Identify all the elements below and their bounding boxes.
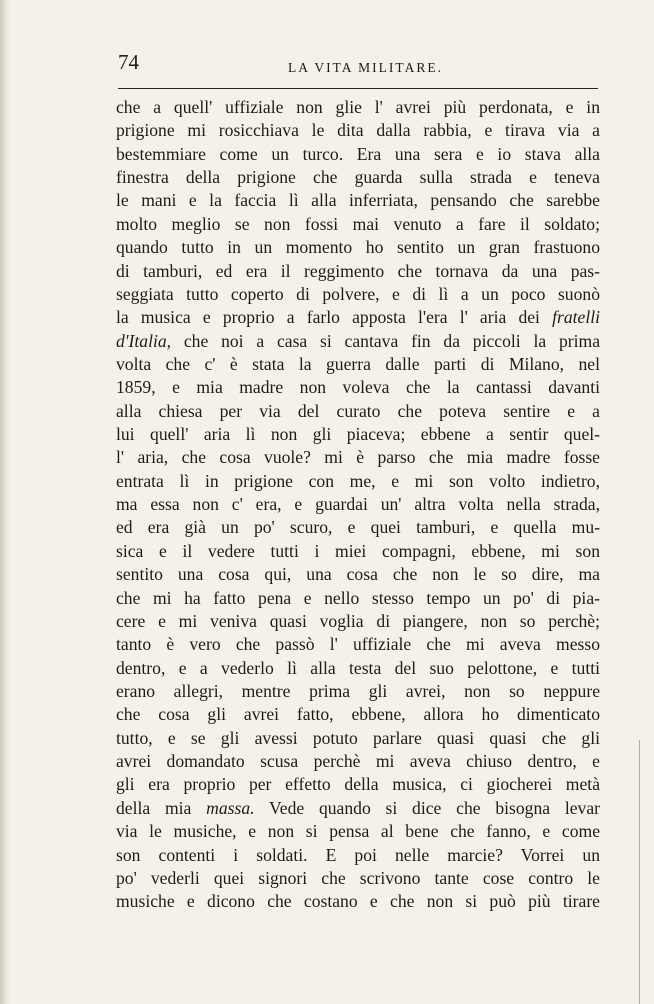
text-line: che a quell' uffiziale non glie l' avrei più perdonata, e in bbox=[116, 97, 600, 117]
page-number: 74 bbox=[118, 50, 139, 74]
text-line: alla chiesa per via del curato che poteva sentire e a bbox=[116, 400, 600, 421]
text-line: della mia massa. Vede quando si dice che bisogna levar bbox=[116, 797, 601, 818]
text-line: bestemmiare come un turco. Era una sera e io stava alla bbox=[116, 143, 600, 164]
text-line: po' vederli quei signori che scrivono tante cose contro le bbox=[116, 867, 600, 888]
text-line: sica e il vedere tutti i miei compagni, ebbene, mi son bbox=[116, 540, 600, 561]
text-line: sentito una cosa qui, una cosa che non le so dire, ma bbox=[116, 564, 600, 585]
text-line: molto meglio se non fossi mai venuto a fare il soldato; bbox=[116, 213, 600, 234]
text-line: che cosa gli avrei fatto, ebbene, allora ho dimenticato bbox=[116, 704, 600, 725]
text-line: avrei domandato scusa perchè mi aveva chiuso dentro, e bbox=[116, 751, 600, 772]
text-line: d'Italia, che noi a casa si cantava fin da piccoli la prima bbox=[116, 330, 600, 351]
text-line: lui quell' aria lì non gli piaceva; ebbene a sentir quel- bbox=[116, 424, 600, 445]
text-line: volta che c' è stata la guerra dalle parti di Milano, nel bbox=[116, 353, 600, 374]
page-binding-edge bbox=[0, 0, 10, 1004]
italic-phrase: fratelli bbox=[552, 307, 600, 328]
text-line: ma essa non c' era, e guardai un' altra volta nella strada, bbox=[116, 494, 600, 515]
text-line: di tamburi, ed era il reggimento che tornava da una pas- bbox=[116, 260, 600, 281]
italic-phrase: d'Italia, bbox=[116, 330, 172, 351]
page-header bbox=[118, 50, 598, 80]
text-line: l' aria, che cosa vuole? mi è parso che mia madre fosse bbox=[116, 447, 600, 468]
page-right-edge bbox=[639, 740, 654, 1004]
text-line: erano allegri, mentre prima gli avrei, non so neppure bbox=[116, 680, 600, 701]
italic-phrase: massa. bbox=[206, 797, 255, 818]
text-line: che mi ha fatto pena e nello stesso tempo un po' di pia- bbox=[116, 587, 600, 608]
header-rule bbox=[118, 88, 598, 89]
text-line: seggiata tutto coperto di polvere, e di lì a un poco suonò bbox=[116, 283, 600, 304]
text-line: dentro, e a vederlo lì alla testa del suo pelottone, e tutti bbox=[116, 657, 600, 678]
text-line: prigione mi rosicchiava le dita dalla rabbia, e tirava via a bbox=[116, 120, 600, 141]
text-line: le mani e la faccia lì alla inferriata, pensando che sarebbe bbox=[116, 190, 600, 211]
text-line: finestra della prigione che guarda sulla strada e teneva bbox=[116, 167, 600, 188]
text-line: cere e mi veniva quasi voglia di piangere, non so perchè; bbox=[116, 610, 600, 631]
text-line: quando tutto in un momento ho sentito un gran frastuono bbox=[116, 237, 600, 258]
running-title: LA VITA MILITARE. bbox=[288, 60, 443, 75]
text-line: entrata lì in prigione con me, e mi son volto indietro, bbox=[116, 470, 600, 491]
text-line: tutto, e se gli avessi potuto parlare quasi quasi che gli bbox=[116, 727, 600, 748]
body-text bbox=[116, 96, 600, 914]
text-line: gli era proprio per effetto della musica, ci giocherei metà bbox=[116, 774, 600, 795]
text-line: via le musiche, e non si pensa al bene che fanno, e come bbox=[116, 821, 600, 842]
text-line: musiche e dicono che costano e che non si può più tirare bbox=[116, 891, 600, 912]
text-line: ed era già un po' scuro, e quei tamburi, e quella mu- bbox=[116, 517, 600, 538]
text-line: tanto è vero che passò l' uffiziale che mi aveva messo bbox=[116, 634, 600, 655]
text-line: la musica e proprio a farlo apposta l'era l' aria dei fratelli bbox=[116, 307, 600, 328]
text-line: son contenti i soldati. E poi nelle marcie? Vorrei un bbox=[116, 844, 600, 865]
text-line: 1859, e mia madre non voleva che la cantassi davanti bbox=[116, 377, 600, 398]
